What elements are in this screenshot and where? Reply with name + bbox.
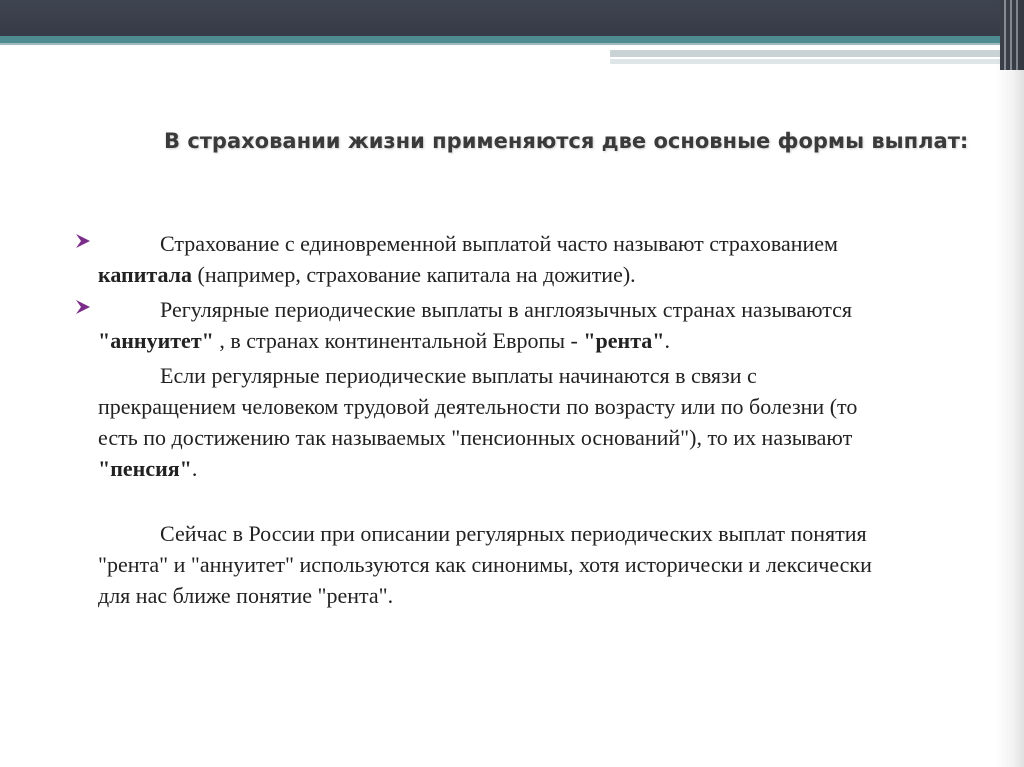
header-light-stripe	[610, 50, 1000, 57]
header-light-stripe-thin	[610, 59, 1000, 64]
slide-title: В страховании жизни применяются две основные формы выплат:	[164, 129, 969, 153]
item-text: .	[664, 328, 671, 353]
item-text: , в странах континентальной Европы -	[213, 328, 584, 353]
slide-header-bar	[0, 0, 1024, 36]
paragraph-text: .	[191, 456, 198, 481]
item-text: Страхование с единовременной выплатой часто называют страхованием	[160, 231, 838, 256]
item-text: Регулярные периодические выплаты в англоязычных странах называются	[160, 297, 853, 322]
pension-paragraph	[98, 360, 898, 484]
header-right-rail	[1000, 0, 1024, 70]
header-accent-stripe	[0, 36, 1000, 43]
slide-body	[98, 228, 898, 611]
item-text-bold: "аннуитет"	[98, 328, 214, 353]
arrow-bullet-icon	[74, 232, 92, 250]
item-text-bold: капитала	[98, 262, 193, 287]
header-accent-stripe-thin	[0, 43, 1000, 45]
item-text: (например, страхование капитала на дожитие).	[192, 262, 636, 287]
list-item-lump-sum	[98, 228, 898, 290]
russia-paragraph: Сейчас в России при описании регулярных периодических выплат понятия "рента" и "аннуитет" используются как синонимы, хотя исторически и лексически для нас ближе понятие "рента".	[98, 521, 872, 608]
list-item-periodic	[98, 294, 898, 356]
arrow-bullet-icon	[74, 298, 92, 316]
page-edge-shadow	[996, 0, 1024, 767]
item-text-bold: "рента"	[583, 328, 665, 353]
paragraph-text-bold: "пенсия"	[98, 456, 192, 481]
paragraph-text: Если регулярные периодические выплаты начинаются в связи с прекращением человеком трудовой деятельности по возрасту или по болезни (то есть по достижению так называемых "пенсионных оснований"), то их называют	[98, 363, 858, 450]
